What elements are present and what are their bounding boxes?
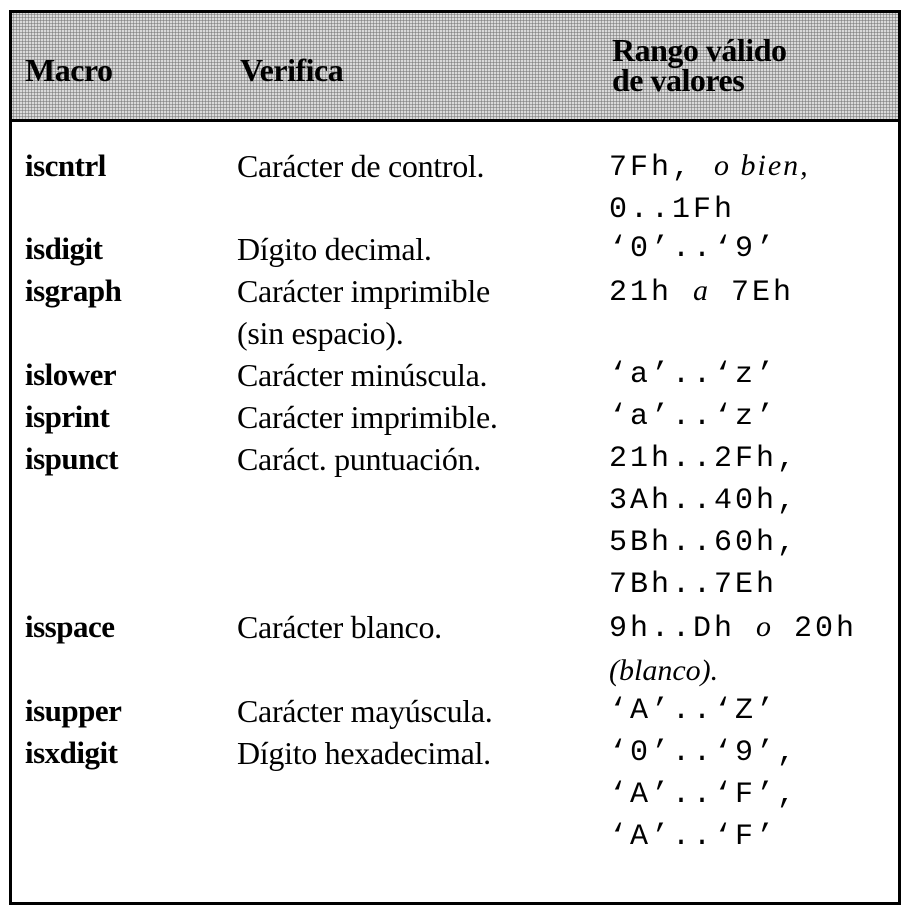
verifica-cell: [237, 396, 498, 438]
rango-cell: [609, 145, 899, 231]
verifica-cell: [237, 732, 491, 774]
rango-cell: [609, 228, 899, 270]
macro-name: isxdigit: [25, 735, 118, 770]
macro-name: islower: [25, 357, 117, 392]
verifica-line: Carácter mayúscula.: [237, 693, 493, 729]
header-rango-line2: de valores: [612, 62, 745, 98]
rango-line: ‘A’..‘Z’: [609, 694, 778, 728]
macro-name: isgraph: [25, 273, 122, 308]
verifica-cell: [237, 228, 432, 270]
verifica-line: Carácter de control.: [237, 148, 485, 184]
rango-line: 9h..Dh o 20h: [609, 610, 858, 646]
verifica-cell: [237, 690, 493, 732]
header-macro: Macro: [25, 52, 113, 88]
macro-name: isupper: [25, 693, 122, 728]
verifica-line: Carácter minúscula.: [237, 357, 488, 393]
rango-line: ‘0’..‘9’: [609, 232, 778, 266]
macro-name: isdigit: [25, 231, 103, 266]
rango-cell: [609, 606, 899, 694]
rango-line: 3Ah..40h,: [609, 484, 799, 518]
rango-line: ‘A’..‘F’: [609, 820, 778, 854]
macro-name: isprint: [25, 399, 110, 434]
rango-line: 0..1Fh: [609, 193, 736, 227]
rango-cell: [609, 438, 899, 606]
rango-line: 21h a 7Eh: [609, 274, 795, 310]
macro-name: iscntrl: [25, 148, 106, 183]
verifica-cell: [237, 606, 442, 648]
verifica-cell: [237, 438, 481, 480]
table-body: [12, 122, 898, 902]
macro-table: [9, 10, 901, 905]
rango-line: ‘a’..‘z’: [609, 400, 778, 434]
macro-name: ispunct: [25, 441, 118, 476]
verifica-line: Caráct. puntuación.: [237, 441, 481, 477]
rango-line: 7Bh..7Eh: [609, 568, 778, 602]
header-rango: [612, 32, 832, 98]
table-header: [12, 13, 898, 122]
macro-name: isspace: [25, 609, 115, 644]
rango-line: ‘0’..‘9’,: [609, 736, 799, 770]
verifica-line: Carácter imprimible: [237, 273, 490, 309]
rango-cell: [609, 270, 899, 314]
rango-line: ‘a’..‘z’: [609, 358, 778, 392]
rango-line: 7Fh, o bien,: [609, 149, 810, 185]
header-verifica: Verifica: [240, 52, 344, 88]
rango-line: 21h..2Fh,: [609, 442, 799, 476]
rango-cell: [609, 732, 899, 858]
rango-cell: [609, 690, 899, 732]
rango-cell: [609, 396, 899, 438]
rango-cell: [609, 354, 899, 396]
rango-line: (blanco).: [609, 654, 719, 687]
header-rango-line1: Rango válido: [612, 32, 787, 68]
rango-line: ‘A’..‘F’,: [609, 778, 799, 812]
verifica-line: Dígito decimal.: [237, 231, 432, 267]
verifica-line: Carácter blanco.: [237, 609, 442, 645]
verifica-line: Dígito hexadecimal.: [237, 735, 491, 771]
verifica-cell: [237, 145, 484, 187]
verifica-line: (sin espacio).: [237, 315, 404, 351]
rango-line: 5Bh..60h,: [609, 526, 799, 560]
verifica-line: Carácter imprimible.: [237, 399, 498, 435]
verifica-cell: [237, 354, 487, 396]
verifica-cell: [237, 270, 490, 354]
